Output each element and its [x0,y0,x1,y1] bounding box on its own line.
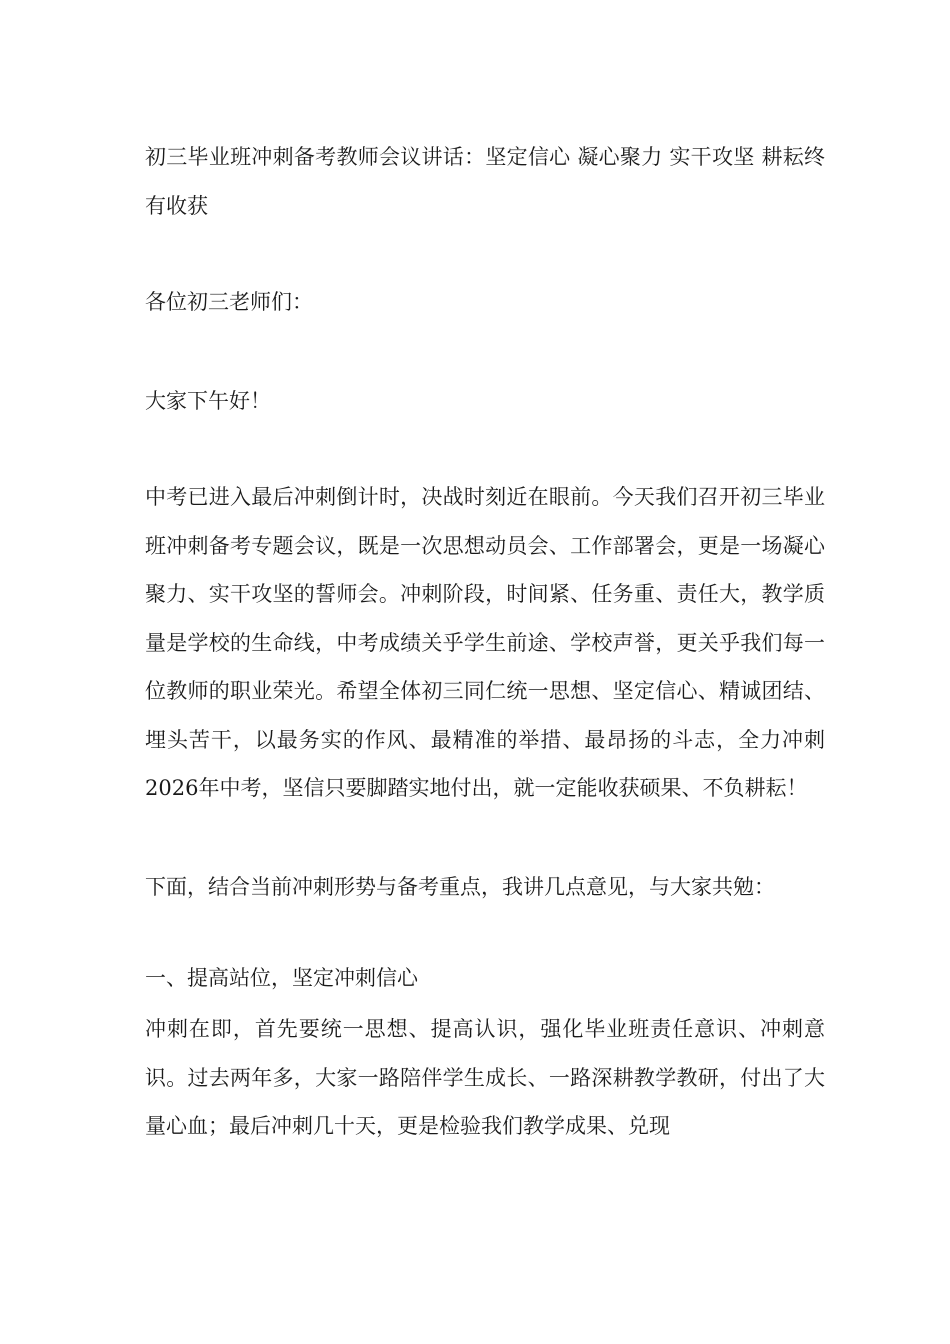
salutation: 各位初三老师们： [145,290,313,314]
section-heading: 一、提高站位，坚定冲刺信心 [145,966,418,990]
document-title: 初三毕业班冲刺备考教师会议讲话：坚定信心 凝心聚力 实干攻坚 耕耘终有收获 [145,145,825,218]
transition-paragraph: 下面，结合当前冲刺形势与备考重点，我讲几点意见，与大家共勉： [145,874,775,899]
document-body [145,133,825,1151]
section-paragraph: 冲刺在即，首先要统一思想、提高认识，强化毕业班责任意识、冲刺意识。过去两年多，大家一路陪伴学生成长、一路深耕教学教研，付出了大量心血；最后冲刺几十天，更是检验我们教学成果、兑现 [145,1017,825,1138]
greeting: 大家下午好！ [145,388,271,413]
intro-paragraph: 中考已进入最后冲刺倒计时，决战时刻近在眼前。今天我们召开初三毕业班冲刺备考专题会议，既是一次思想动员会、工作部署会，更是一场凝心聚力、实干攻坚的誓师会。冲刺阶段，时间紧、任务重、责任大，教学质量是学校的生命线，中考成绩关乎学生前途、学校声誉，更关乎我们每一位教师的职业荣光。希望全体初三同仁统一思想、坚定信心、精诚团结、埋头苦干，以最务实的作风、最精准的举措、最昂扬的斗志，全力冲刺2026年中考，坚信只要脚踏实地付出，就一定能收获硕果、不负耕耘！ [145,485,825,800]
